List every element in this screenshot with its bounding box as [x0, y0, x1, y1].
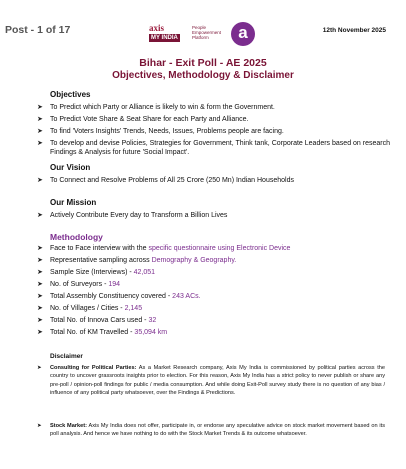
- arrow-bullet-icon: ➤: [37, 365, 42, 371]
- arrow-bullet-icon: ➤: [37, 329, 43, 336]
- arrow-bullet-icon: ➤: [37, 293, 43, 300]
- arrow-bullet-icon: ➤: [37, 305, 43, 312]
- vision-heading: Our Vision: [50, 163, 91, 172]
- arrow-bullet-icon: ➤: [37, 177, 43, 184]
- arrow-bullet-icon: ➤: [37, 257, 43, 264]
- arrow-bullet-icon: ➤: [37, 212, 43, 219]
- logo-a-icon: a: [231, 22, 255, 46]
- arrow-bullet-icon: ➤: [37, 317, 43, 324]
- arrow-bullet-icon: ➤: [37, 140, 43, 147]
- arrow-bullet-icon: ➤: [37, 423, 42, 429]
- arrow-bullet-icon: ➤: [37, 269, 43, 276]
- logo-myindia-text: MY INDIA: [151, 35, 178, 41]
- arrow-bullet-icon: ➤: [37, 245, 43, 252]
- page-subtitle: Objectives, Methodology & Disclaimer: [112, 70, 294, 81]
- disclaimer-item: ➤ Stock Market: Axis My India does not offer, participate in, or endorse any speculative advice on stock market movement based on its poll analysis. And hence we have nothing to do with the Stock Market Trends & its outcome whatsoever.: [37, 423, 385, 438]
- logo-axis-text: axis: [149, 23, 165, 33]
- axis-my-india-logo: [149, 21, 259, 49]
- arrow-bullet-icon: ➤: [37, 104, 43, 111]
- arrow-bullet-icon: ➤: [37, 128, 43, 135]
- post-counter: Post - 1 of 17: [5, 24, 71, 36]
- report-date: 12th November 2025: [322, 27, 386, 34]
- objectives-heading: Objectives: [50, 90, 91, 99]
- methodology-heading: Methodology: [50, 232, 103, 242]
- arrow-bullet-icon: ➤: [37, 281, 43, 288]
- disclaimer-heading: Disclaimer: [50, 353, 83, 360]
- page-title: Bihar - Exit Poll - AE 2025: [139, 57, 267, 69]
- mission-heading: Our Mission: [50, 198, 97, 207]
- disclaimer-item: ➤ Consulting for Political Parties: As a Market Research company, Axis My India is commissioned by political parties across the country to uncover grassroots insights prior to election. For this reason, Axis My India has a strict policy to never publish or share any pre-poll / opinion-poll findings for public / media consumption. And while doing Exit-Poll survey study there is no question of any bias / influence of any political party whatsoever, over the Findings & Predictions.: [37, 365, 385, 397]
- arrow-bullet-icon: ➤: [37, 116, 43, 123]
- logo-tagline: People Empowerment Platform: [192, 25, 222, 40]
